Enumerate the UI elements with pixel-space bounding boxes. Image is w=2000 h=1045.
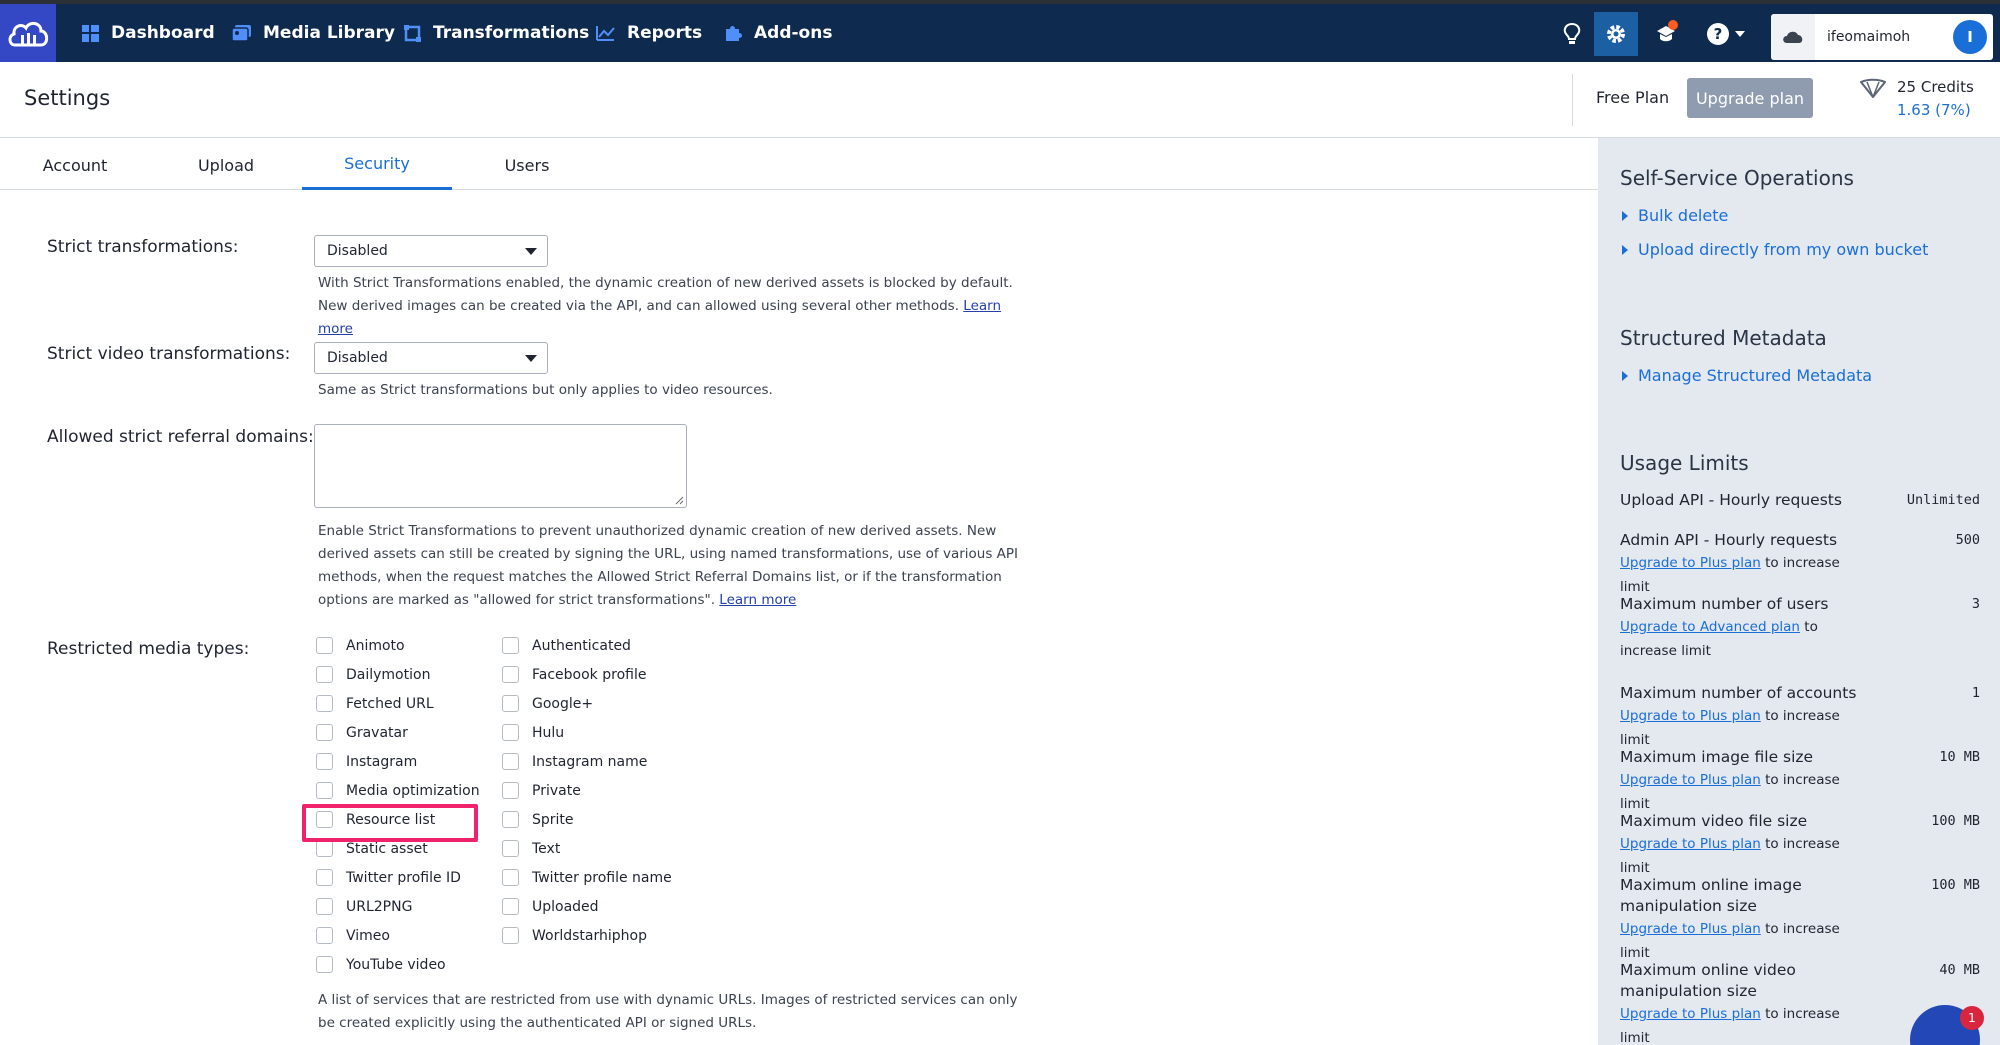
checkbox-box[interactable] [502,782,519,799]
nav-transformations-label: Transformations [433,23,590,43]
media-library-icon [232,25,251,41]
media-type-checkbox[interactable] [502,927,647,944]
media-type-label: Uploaded [532,898,599,915]
nav-dashboard-label: Dashboard [111,23,215,43]
gear-icon[interactable] [1594,12,1638,56]
checkbox-box[interactable] [316,753,333,770]
media-type-label: Private [532,782,581,799]
cloud-icon [1771,14,1815,60]
manage-metadata-label: Manage Structured Metadata [1638,366,1873,385]
checkbox-box[interactable] [316,724,333,741]
upload-from-bucket-link[interactable] [1622,240,1928,259]
nav-add-ons[interactable] [724,4,832,62]
avatar[interactable]: I [1953,20,1987,54]
media-type-checkbox[interactable] [502,782,581,799]
credits-used[interactable]: 1.63 (7%) [1897,101,1971,119]
caret-right-icon [1622,245,1628,255]
media-type-label: Resource list [346,811,436,828]
nav-media-library-label: Media Library [263,23,395,43]
media-type-checkbox[interactable] [316,724,408,741]
media-type-label: URL2PNG [346,898,413,915]
account-switcher[interactable] [1771,14,1993,60]
media-type-checkbox[interactable] [316,666,430,683]
top-navigation-bar [0,0,2000,62]
strict-transformations-value: Disabled [327,243,388,259]
media-type-label: Hulu [532,724,565,741]
strict-transformations-help-text: With Strict Transformations enabled, the dynamic creation of new derived assets is blocked by default. New derived images can be created via the API, and can allowed using several other methods. [318,275,1013,314]
upgrade-link[interactable]: Upgrade to Plus plan [1620,1006,1761,1022]
upgrade-suffix: to increase limit [1620,772,1840,812]
limit-value: 3 [1971,596,1980,612]
limit-value: 40 MB [1939,962,1980,978]
media-type-label: Vimeo [346,927,390,944]
media-type-label: Twitter profile ID [346,869,461,886]
manage-metadata-link[interactable] [1622,366,1872,385]
media-type-label: Worldstarhiphop [532,927,647,944]
limit-upgrade [1620,832,1860,880]
nav-reports[interactable] [596,4,702,62]
nav-media-library[interactable] [232,4,395,62]
header-divider [1572,74,1573,126]
checkbox-box[interactable] [502,724,519,741]
media-type-label: Text [532,840,561,857]
media-type-label: Animoto [346,637,405,654]
structured-metadata-title: Structured Metadata [1620,326,1827,350]
bulk-delete-link[interactable] [1622,206,1728,225]
media-type-checkbox[interactable] [316,927,390,944]
credits-total: 25 Credits [1897,78,1974,96]
chevron-down-icon [1735,31,1745,37]
media-type-checkbox[interactable] [316,869,461,886]
checkbox-box[interactable] [502,811,519,828]
tab-users[interactable]: Users [504,155,550,175]
limit-name: Maximum online video manipulation size [1620,961,1796,1000]
settings-tabs [0,140,1598,190]
media-type-checkbox[interactable] [502,637,631,654]
restricted-media-help: A list of services that are restricted from use with dynamic URLs. Images of restricted services can only be created explicitly using the authenticated API or signed URLs. [318,992,1018,1031]
referral-domains-textarea[interactable] [314,424,687,508]
media-type-checkbox[interactable] [502,840,560,857]
upgrade-link[interactable]: Upgrade to Plus plan [1620,555,1761,571]
media-type-checkbox[interactable] [502,724,564,741]
media-type-checkbox[interactable] [316,956,446,973]
notification-badge: 1 [1960,1006,1984,1030]
media-type-label: Fetched URL [346,695,434,712]
media-type-checkbox[interactable] [502,898,599,915]
media-type-label: Instagram [346,753,418,770]
limit-upgrade [1620,768,1860,816]
page-title: Settings [24,86,111,110]
checkbox-box[interactable] [316,782,333,799]
limit-upgrade [1620,917,1860,965]
limit-upgrade [1620,551,1860,599]
media-type-label: Facebook profile [532,666,647,683]
checkbox-box[interactable] [316,637,333,654]
upgrade-suffix: to increase limit [1620,1006,1840,1045]
media-type-checkbox[interactable] [502,695,593,712]
limit-name: Maximum image file size [1620,748,1814,766]
credits-icon [1860,78,1886,102]
media-type-checkbox[interactable] [316,840,428,857]
caret-right-icon [1622,211,1628,221]
upgrade-suffix: to increase limit [1620,921,1840,961]
media-type-label: Gravatar [346,724,408,741]
checkbox-box[interactable] [316,840,333,857]
checkbox-box[interactable] [502,927,519,944]
transformations-icon [404,25,421,42]
media-type-checkbox[interactable] [316,898,412,915]
limit-value: 1 [1971,685,1980,701]
plan-label: Free Plan [1596,88,1670,107]
upgrade-suffix: to increase limit [1620,836,1840,876]
limit-name: Maximum number of users [1620,595,1829,613]
settings-header [0,62,2000,138]
referral-domains-learn-more-link[interactable]: Learn more [719,592,797,608]
restricted-media-label: Restricted media types: [47,639,250,659]
checkbox-box[interactable] [316,666,333,683]
strict-video-help: Same as Strict transformations but only applies to video resources. [318,382,773,398]
strict-video-value: Disabled [327,350,388,366]
limit-name: Maximum video file size [1620,812,1808,830]
checkbox-box[interactable] [316,898,333,915]
referral-domains-label: Allowed strict referral domains: [47,427,314,447]
upgrade-suffix: to increase limit [1620,555,1840,595]
checkbox-box[interactable] [502,695,519,712]
media-type-checkbox[interactable] [502,811,574,828]
caret-right-icon [1622,371,1628,381]
tab-account[interactable]: Account [42,155,108,175]
limit-upgrade [1620,1002,1860,1045]
upgrade-link[interactable]: Upgrade to Plus plan [1620,921,1761,937]
caret-down-icon [525,248,537,255]
media-type-label: Sprite [532,811,574,828]
media-type-checkbox[interactable] [502,666,646,683]
media-type-label: Google+ [532,695,594,712]
media-type-label: Dailymotion [346,666,431,683]
strict-video-label: Strict video transformations: [47,344,291,364]
lightbulb-icon[interactable] [1550,12,1594,56]
limit-value: 10 MB [1939,749,1980,765]
checkbox-box[interactable] [316,695,333,712]
media-type-label: Twitter profile name [532,869,672,886]
limit-name: Maximum number of accounts [1620,684,1857,702]
upgrade-link[interactable]: Upgrade to Plus plan [1620,708,1761,724]
checkbox-box[interactable] [502,637,519,654]
puzzle-icon [724,24,742,42]
nav-dashboard[interactable] [82,4,215,62]
caret-down-icon [525,355,537,362]
limit-value: 100 MB [1931,877,1980,893]
limit-value: 100 MB [1931,813,1980,829]
media-type-label: Media optimization [346,782,480,799]
upgrade-link[interactable]: Upgrade to Plus plan [1620,772,1761,788]
limit-name: Upload API - Hourly requests [1620,491,1842,509]
checkbox-box[interactable] [502,840,519,857]
nav-reports-label: Reports [627,23,703,43]
limit-name: Admin API - Hourly requests [1620,531,1838,549]
media-type-label: YouTube video [346,956,446,973]
account-username: ifeomaimoh [1827,29,1911,45]
media-type-checkbox[interactable] [502,753,647,770]
upgrade-link[interactable]: Upgrade to Plus plan [1620,836,1761,852]
education-icon[interactable] [1644,12,1688,56]
limit-name: Maximum online image manipulation size [1620,876,1802,915]
media-type-checkbox[interactable] [316,811,435,828]
strict-video-select[interactable] [314,342,548,374]
resize-handle-icon[interactable] [675,496,684,505]
referral-domains-help [318,520,1018,612]
nav-add-ons-label: Add-ons [754,23,833,43]
media-type-checkbox[interactable] [316,637,405,654]
strict-transformations-select[interactable] [314,235,548,267]
bulk-delete-label: Bulk delete [1638,206,1729,225]
strict-transformations-help [318,272,1018,341]
reports-icon [596,25,615,41]
media-type-label: Instagram name [532,753,648,770]
strict-transformations-label: Strict transformations: [47,237,239,257]
checkbox-box[interactable] [502,869,519,886]
cloudinary-logo-icon[interactable] [0,4,56,62]
tab-upload[interactable]: Upload [197,155,255,175]
upload-from-bucket-label: Upload directly from my own bucket [1638,240,1929,259]
tab-security[interactable]: Security [302,140,452,190]
limit-value: 500 [1955,532,1980,548]
checkbox-box[interactable] [502,753,519,770]
referral-domains-help-text: Enable Strict Transformations to prevent unauthorized dynamic creation of new derived assets. New derived assets can still be created by signing the URL, using named transformations, use of various API methods, when the request matches the Allowed Strict Referral Domains list, or if the transformation options are marked as "allowed for strict transformations". [318,523,1019,608]
limit-upgrade [1620,615,1860,663]
limit-upgrade [1620,704,1860,752]
media-type-checkbox[interactable] [316,782,480,799]
media-type-checkbox[interactable] [502,869,672,886]
checkbox-box[interactable] [316,927,333,944]
media-type-checkbox[interactable] [316,695,434,712]
education-notification-dot [1668,20,1678,30]
checkbox-box[interactable] [316,811,333,828]
upgrade-link[interactable]: Upgrade to Advanced plan [1620,619,1800,635]
checkbox-box[interactable] [502,666,519,683]
self-service-title: Self-Service Operations [1620,166,1854,190]
upgrade-suffix: to increase limit [1620,708,1840,748]
usage-limits-title: Usage Limits [1620,451,1749,475]
upgrade-plan-button[interactable]: Upgrade plan [1687,78,1813,118]
sidebar [1598,138,2000,1045]
media-type-checkbox[interactable] [316,753,417,770]
checkbox-box[interactable] [316,956,333,973]
media-type-label: Static asset [346,840,428,857]
checkbox-box[interactable] [316,869,333,886]
dashboard-icon [82,25,99,42]
nav-transformations[interactable] [404,4,589,62]
checkbox-box[interactable] [502,898,519,915]
media-type-label: Authenticated [532,637,631,654]
limit-value: Unlimited [1906,492,1980,508]
strict-transformations-learn-more-link[interactable]: Learn more [318,298,1002,337]
help-menu[interactable] [1696,12,1756,56]
help-icon: ? [1707,23,1729,45]
upgrade-suffix: to increase limit [1620,619,1818,659]
